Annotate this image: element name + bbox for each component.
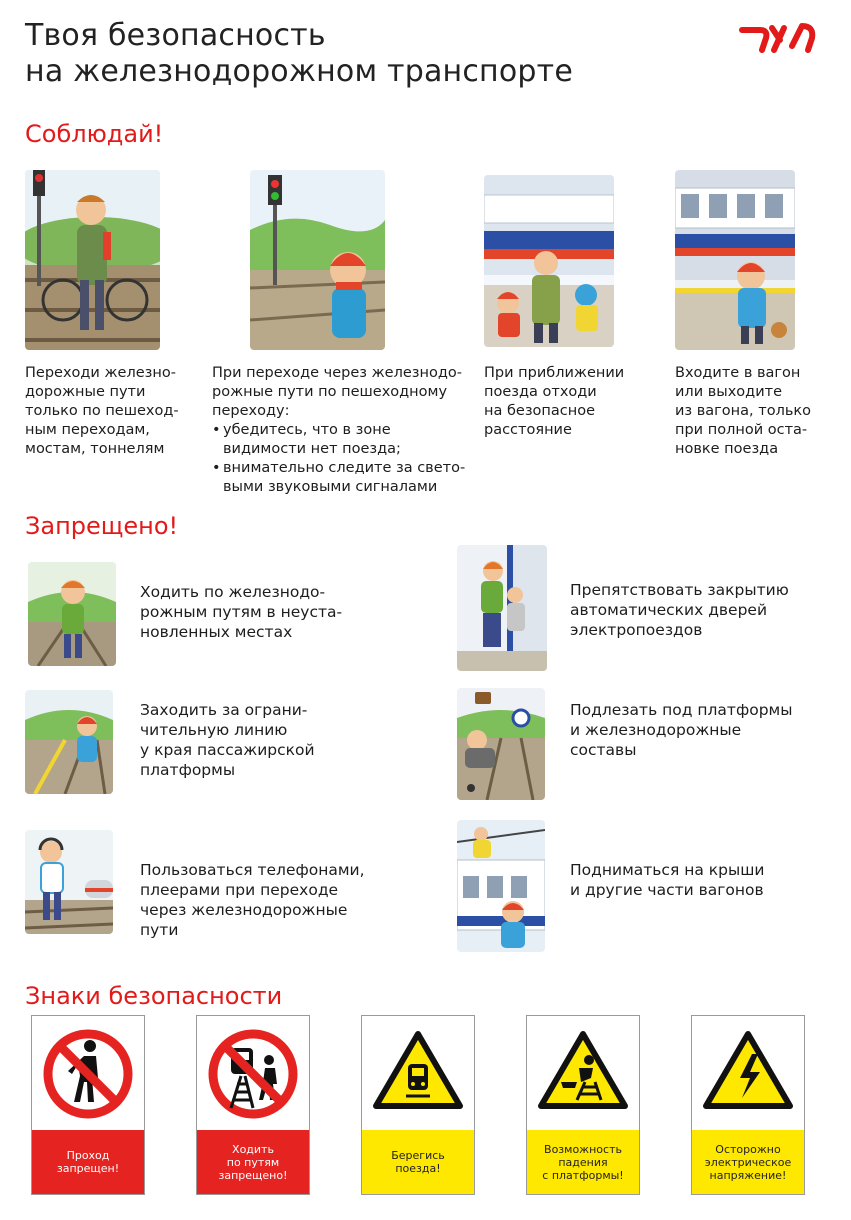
bullet-item: • внимательно следите за свето- выми звуковыми сигналами	[212, 459, 472, 497]
forbidden-line: и другие части вагонов	[570, 881, 764, 899]
sign-caption: Возможность падения с платформы!	[527, 1130, 639, 1194]
illustration-crawling-under-platform	[457, 688, 545, 800]
caption-line: или выходите	[675, 384, 782, 400]
illustration-child-waiting-train	[675, 170, 795, 350]
forbidden-line: пути	[140, 921, 179, 939]
illustration-climbing-wagon-roof	[457, 820, 545, 952]
observe-caption-1	[25, 364, 195, 459]
sign-caption: Проход запрещен!	[32, 1130, 144, 1194]
illustration-platform-edge	[25, 690, 113, 794]
caption-line: При переходе через железнодо-	[212, 365, 462, 381]
forbidden-line: Ходить по железнодо-	[140, 583, 326, 601]
forbidden-line: Подлезать под платформы	[570, 701, 793, 719]
sign-train-warning	[361, 1015, 475, 1195]
observe-caption-2	[212, 364, 472, 497]
sign-no-pedestrian	[31, 1015, 145, 1195]
caption-line: рожные пути по пешеходному	[212, 384, 448, 400]
observe-caption-3	[484, 364, 644, 440]
caption-line: расстояние	[484, 422, 572, 438]
sign-caption: Ходить по путям запрещено!	[197, 1130, 309, 1194]
forbidden-line: Подниматься на крыши	[570, 861, 765, 879]
section-forbidden-heading: Запрещено!	[25, 512, 179, 540]
caption-line: При приближении	[484, 365, 625, 381]
forbidden-line: Препятствовать закрытию	[570, 581, 789, 599]
forbidden-line: плеерами при переходе	[140, 881, 339, 899]
sign-caption: Осторожно электрическое напряжение!	[692, 1130, 804, 1194]
illustration-child-at-crossing	[250, 170, 385, 350]
caption-line: Входите в вагон	[675, 365, 801, 381]
forbidden-line: Пользоваться телефонами,	[140, 861, 365, 879]
title-line-2: на железнодорожном транспорте	[25, 54, 573, 89]
sign-caption: Берегись поезда!	[362, 1130, 474, 1194]
caption-line: поезда отходи	[484, 384, 597, 400]
observe-caption-4	[675, 364, 835, 459]
no-pedestrian-icon	[32, 1016, 144, 1130]
forbidden-line: через железнодорожные	[140, 901, 348, 919]
page-title	[25, 18, 573, 90]
sign-high-voltage	[691, 1015, 805, 1195]
caption-line: при полной оста-	[675, 422, 808, 438]
caption-line: только по пешеход-	[25, 403, 179, 419]
observe-bullet-list	[212, 421, 472, 497]
forbidden-text-6	[570, 860, 820, 900]
caption-line: ным переходам,	[25, 422, 150, 438]
title-line-1: Твоя безопасность	[25, 18, 326, 53]
forbidden-text-1	[140, 582, 390, 642]
illustration-holding-doors	[457, 545, 547, 671]
caption-line: переходу:	[212, 403, 290, 419]
caption-line: на безопасное	[484, 403, 596, 419]
illustration-headphones-crossing	[25, 830, 113, 934]
train-warning-icon	[362, 1016, 474, 1130]
fall-from-platform-icon	[527, 1016, 639, 1130]
high-voltage-icon	[692, 1016, 804, 1130]
caption-line: новке поезда	[675, 441, 779, 457]
forbidden-line: у края пассажирской	[140, 741, 315, 759]
forbidden-line: автоматических дверей	[570, 601, 768, 619]
forbidden-line: новленных местах	[140, 623, 293, 641]
forbidden-line: Заходить за ограни-	[140, 701, 308, 719]
forbidden-text-2	[570, 580, 820, 640]
forbidden-line: рожным путям в неуста-	[140, 603, 343, 621]
caption-line: Переходи железно-	[25, 365, 176, 381]
caption-line: дорожные пути	[25, 384, 146, 400]
caption-line: мостам, тоннелям	[25, 441, 165, 457]
no-walking-on-tracks-icon	[197, 1016, 309, 1130]
illustration-walking-on-tracks	[28, 562, 116, 666]
forbidden-line: электропоездов	[570, 621, 703, 639]
caption-line: из вагона, только	[675, 403, 812, 419]
section-observe-heading: Соблюдай!	[25, 120, 164, 148]
sign-fall-from-platform	[526, 1015, 640, 1195]
forbidden-line: чительную линию	[140, 721, 288, 739]
section-signs-heading: Знаки безопасности	[25, 982, 283, 1010]
illustration-family-near-train	[484, 175, 614, 347]
forbidden-text-5	[140, 860, 400, 940]
forbidden-line: и железнодорожные	[570, 721, 742, 739]
forbidden-line: составы	[570, 741, 637, 759]
illustration-cyclist-crossing	[25, 170, 160, 350]
bullet-item: • убедитесь, что в зоне видимости нет поезда;	[212, 421, 472, 459]
forbidden-text-3	[140, 700, 370, 780]
forbidden-line: платформы	[140, 761, 236, 779]
sign-no-walking-on-tracks	[196, 1015, 310, 1195]
forbidden-text-4	[570, 700, 820, 760]
rzd-logo	[736, 16, 820, 56]
